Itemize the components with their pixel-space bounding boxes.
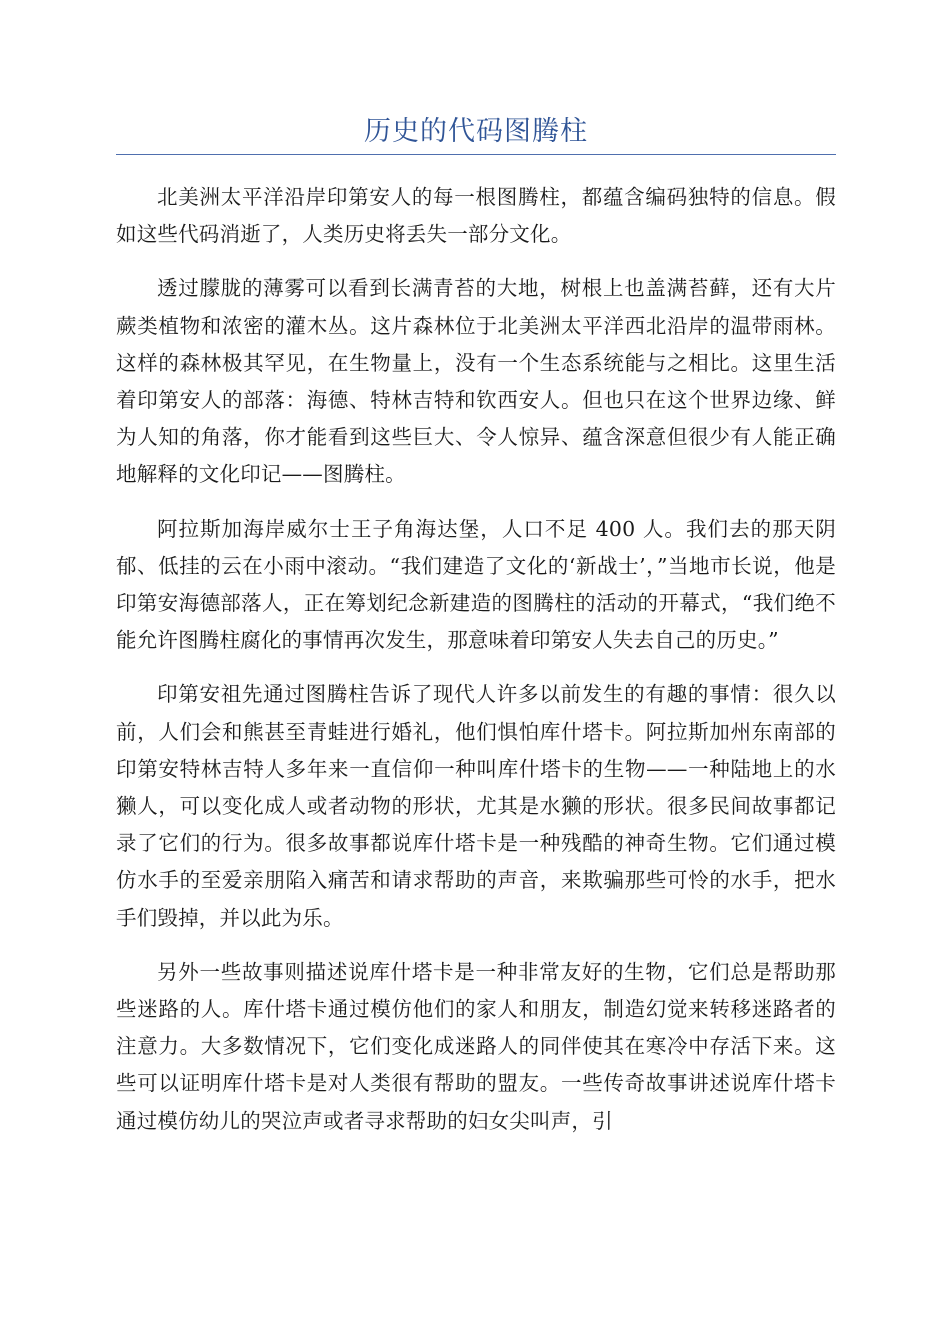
paragraph-4: 印第安祖先通过图腾柱告诉了现代人许多以前发生的有趣的事情：很久以前，人们会和熊甚至青蛙进行婚礼，他们惧怕库什塔卡。阿拉斯加州东南部的印第安特林吉特人多年来一直信仰一种叫库什塔卡的生物——一种陆地上的水獭人，可以变化成人或者动物的形状，尤其是水獭的形状。很多民间故事都记录了它们的行为。很多故事都说库什塔卡是一种残酷的神奇生物。它们通过模仿水手的至爱亲朋陷入痛苦和请求帮助的声音，来欺骗那些可怜的水手，把水手们毁掉，并以此为乐。	[116, 682, 836, 930]
document-page	[116, 112, 836, 1157]
paragraph-2: 透过朦胧的薄雾可以看到长满青苔的大地，树根上也盖满苔藓，还有大片蕨类植物和浓密的灌木丛。这片森林位于北美洲太平洋西北沿岸的温带雨林。这样的森林极其罕见，在生物量上，没有一个生态系统能与之相比。这里生活着印第安人的部落：海德、特林吉特和钦西安人。但也只在这个世界边缘、鲜为人知的角落，你才能看到这些巨大、令人惊异、蕴含深意但很少有人能正确地解释的文化印记——图腾柱。	[116, 276, 836, 487]
paragraph-3: 阿拉斯加海岸威尔士王子角海达堡，人口不足 400 人。我们去的那天阴郁、低挂的云在小雨中滚动。“我们建造了文化的‘新战士’，”当地市长说，他是印第安海德部落人，正在筹划纪念新建造的图腾柱的活动的开幕式，“我们绝不能允许图腾柱腐化的事情再次发生，那意味着印第安人失去自己的历史。”	[116, 516, 836, 653]
document-body	[116, 179, 836, 1140]
paragraph-1: 北美洲太平洋沿岸印第安人的每一根图腾柱，都蕴含编码独特的信息。假如这些代码消逝了，人类历史将丢失一部分文化。	[116, 185, 836, 247]
title-underline	[116, 154, 836, 155]
paragraph-5: 另外一些故事则描述说库什塔卡是一种非常友好的生物，它们总是帮助那些迷路的人。库什塔卡通过模仿他们的家人和朋友，制造幻觉来转移迷路者的注意力。大多数情况下，它们变化成迷路人的同伴使其在寒冷中存活下来。这些可以证明库什塔卡是对人类很有帮助的盟友。一些传奇故事讲述说库什塔卡通过模仿幼儿的哭泣声或者寻求帮助的妇女尖叫声，引	[116, 959, 836, 1133]
page-title: 历史的代码图腾柱	[364, 116, 588, 147]
